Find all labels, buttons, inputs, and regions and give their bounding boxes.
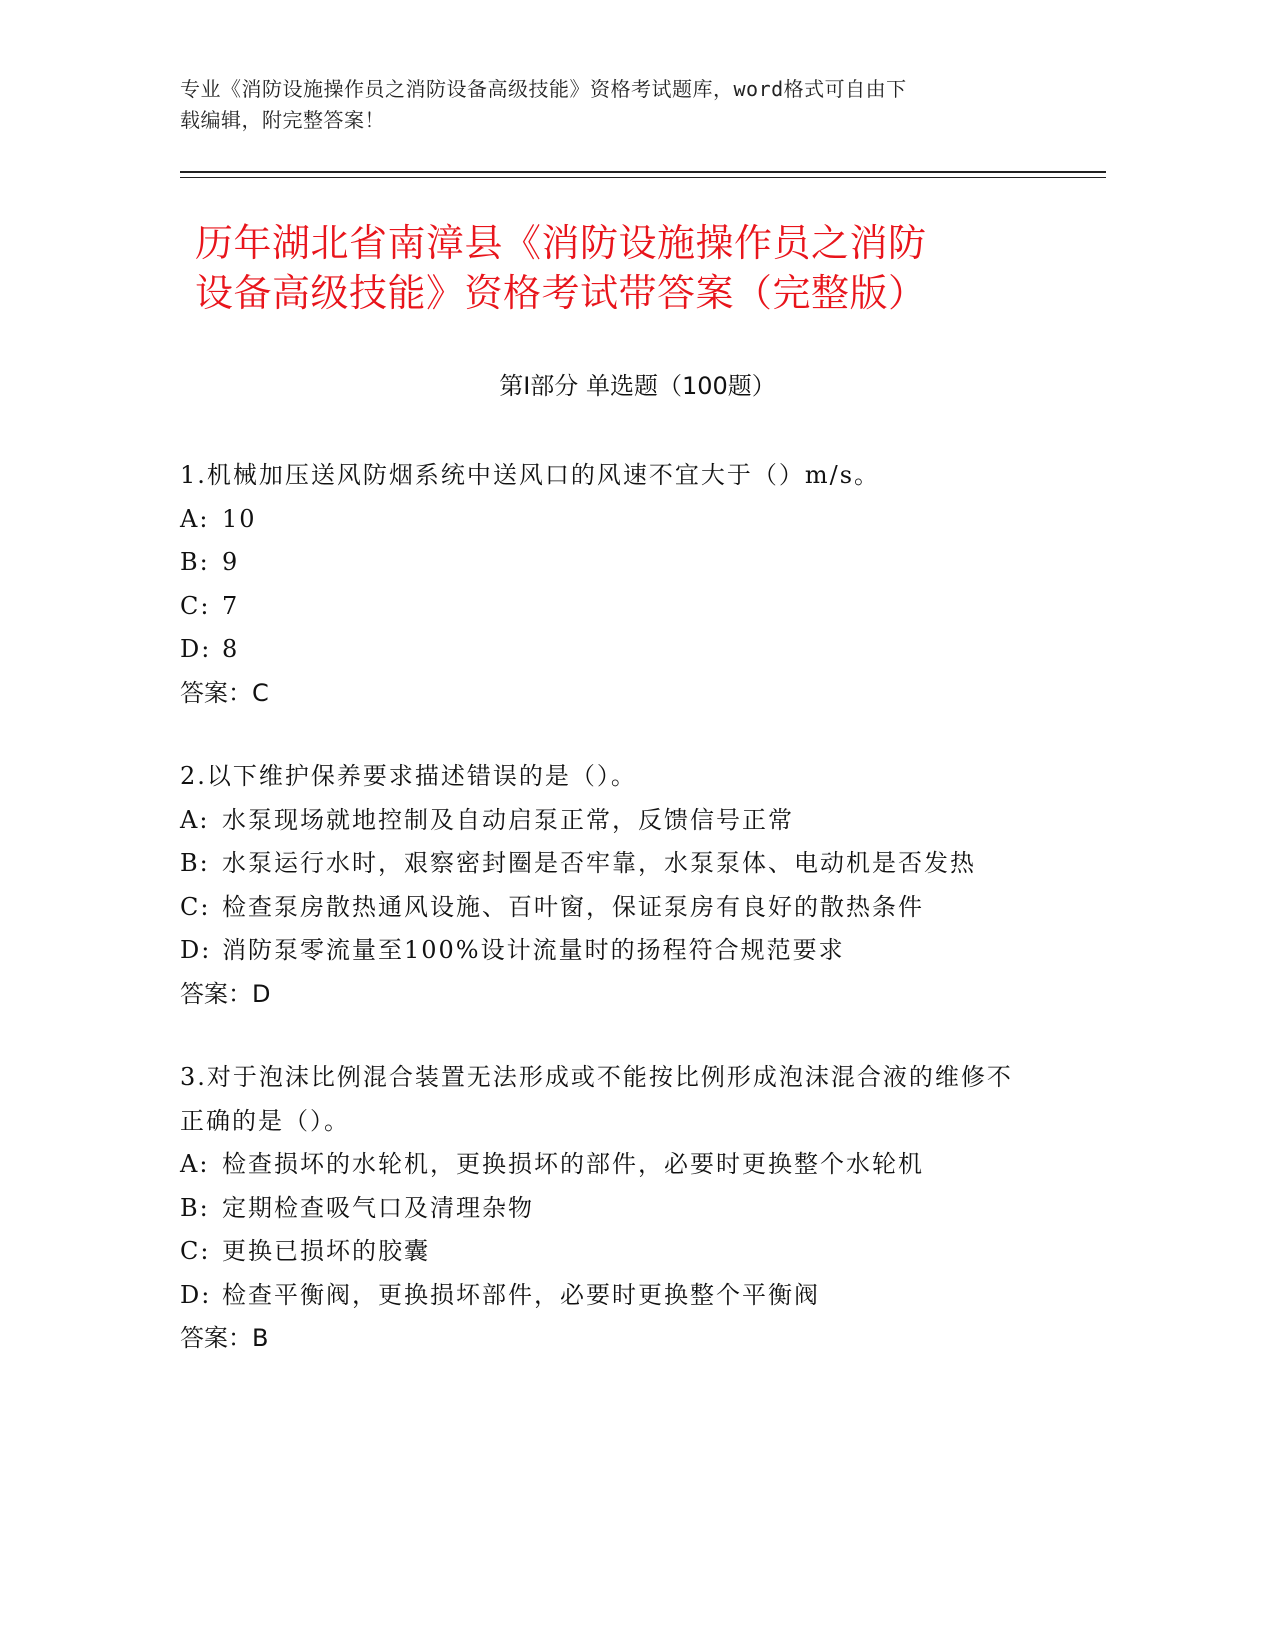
option-label: A: <box>180 504 210 533</box>
option-c <box>180 585 1080 629</box>
option-label: A: <box>180 805 210 834</box>
question-list <box>180 454 1080 1401</box>
option-d <box>180 929 1080 973</box>
option-label: B: <box>180 849 210 877</box>
option-text: 水泵现场就地控制及自动启泵正常，反馈信号正常 <box>222 805 794 834</box>
option-a <box>180 799 1080 843</box>
question-1 <box>180 454 1080 715</box>
page-title <box>195 218 1095 318</box>
answer: 答案：C <box>180 678 269 707</box>
option-label: B: <box>180 1193 210 1222</box>
option-c <box>180 1230 1080 1274</box>
header-rule-thin <box>180 177 1106 178</box>
option-text: 检查损坏的水轮机，更换损坏的部件，必要时更换整个水轮机 <box>222 1150 924 1178</box>
option-text: 水泵运行水时，艰察密封圈是否牢靠，水泵泵体、电动机是否发热 <box>222 849 976 877</box>
question-stem: 3.对于泡沫比例混合装置无法形成或不能按比例形成泡沫混合液的维修不正确的是（）。 <box>180 1063 1013 1135</box>
option-c <box>180 886 1080 930</box>
option-label: D: <box>180 936 212 964</box>
question-stem: 1.机械加压送风防烟系统中送风口的风速不宜大于（）m/s。 <box>180 461 881 489</box>
page-title-line-1: 历年湖北省南漳县《消防设施操作员之消防 <box>195 221 927 265</box>
option-d <box>180 1274 1080 1318</box>
header-note <box>180 74 1080 136</box>
option-text: 9 <box>222 548 240 576</box>
option-text: 8 <box>222 635 240 663</box>
option-b <box>180 541 1080 585</box>
answer: 答案：D <box>180 979 271 1008</box>
header-rule-thick <box>180 171 1106 173</box>
option-d <box>180 628 1080 672</box>
option-text: 10 <box>222 504 257 533</box>
option-a <box>180 1143 1080 1187</box>
option-label: B: <box>180 548 210 576</box>
question-3 <box>180 1056 1080 1361</box>
option-label: A: <box>180 1150 210 1178</box>
section-heading: 第Ⅰ部分 单选题（100题） <box>499 372 776 400</box>
question-stem: 2.以下维护保养要求描述错误的是（）。 <box>180 762 637 790</box>
page-title-line-2: 设备高级技能》资格考试带答案（完整版） <box>195 271 927 315</box>
header-note-line-1: 专业《消防设施操作员之消防设备高级技能》资格考试题库，word格式可自由下 <box>180 77 907 101</box>
option-a <box>180 498 1080 542</box>
answer: 答案：B <box>180 1324 269 1352</box>
option-label: C: <box>180 892 211 921</box>
option-label: D: <box>180 635 212 663</box>
option-text: 更换已损坏的胶囊 <box>222 1237 430 1265</box>
header-note-line-2: 载编辑，附完整答案！ <box>180 108 385 132</box>
option-label: D: <box>180 1280 212 1309</box>
option-text: 检查平衡阀，更换损坏部件，必要时更换整个平衡阀 <box>222 1280 820 1309</box>
option-label: C: <box>180 591 211 620</box>
question-2 <box>180 755 1080 1016</box>
option-label: C: <box>180 1237 211 1265</box>
option-text: 检查泵房散热通风设施、百叶窗，保证泵房有良好的散热条件 <box>222 892 924 921</box>
option-b <box>180 1187 1080 1231</box>
option-text: 消防泵零流量至100%设计流量时的扬程符合规范要求 <box>222 936 845 964</box>
option-text: 7 <box>222 591 240 620</box>
option-b <box>180 842 1080 886</box>
option-text: 定期检查吸气口及清理杂物 <box>222 1193 534 1222</box>
